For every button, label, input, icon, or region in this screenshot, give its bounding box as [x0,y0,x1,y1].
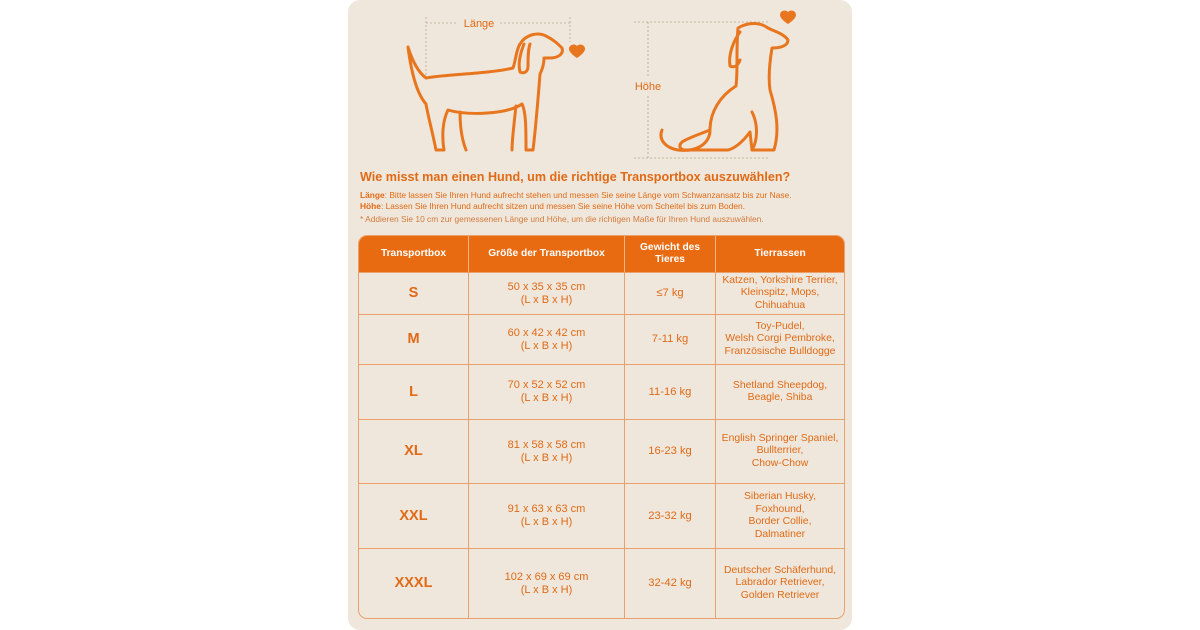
box-dimensions: 102 x 69 x 69 cm (L x B x H) [469,548,625,618]
breed-list: English Springer Spaniel, Bullterrier, Chow-Chow [716,419,844,483]
table-row [359,548,844,618]
box-dimensions: 50 x 35 x 35 cm (L x B x H) [469,272,625,314]
animal-weight: 32-42 kg [625,548,716,618]
length-dimension [426,17,570,78]
box-dimensions: 81 x 58 x 58 cm (L x B x H) [469,419,625,483]
height-instruction: Höhe: Lassen Sie Ihren Hund aufrecht sitzen und messen Sie seine Höhe vom Scheitel bis zum Boden. [360,201,745,211]
breed-list: Siberian Husky, Foxhound, Border Collie, Dalmatiner [716,483,844,548]
measurement-tip: * Addieren Sie 10 cm zur gemessenen Länge und Höhe, um die richtigen Maße für Ihren Hund auszuwählen. [360,214,764,224]
table-row [359,483,844,548]
box-size: S [359,272,469,314]
box-size: XXXL [359,548,469,618]
box-size: M [359,314,469,364]
breed-list: Shetland Sheepdog, Beagle, Shiba [716,364,844,419]
table-row [359,272,844,314]
column-header: Transportbox [359,236,469,272]
page-title: Wie misst man einen Hund, um die richtige Transportbox auszuwählen? [360,170,791,184]
table-row [359,364,844,419]
length-instruction: Länge: Bitte lassen Sie Ihren Hund aufrecht stehen und messen Sie seine Länge vom Schwanzansatz bis zur Nase. [360,190,792,200]
table-header-row [359,236,844,272]
breed-list: Katzen, Yorkshire Terrier, Kleinspitz, Mops, Chihuahua [716,272,844,314]
measurement-illustration [348,0,852,170]
sitting-dog-icon [661,24,788,151]
box-dimensions: 91 x 63 x 63 cm (L x B x H) [469,483,625,548]
column-header: Größe der Transportbox [469,236,625,272]
box-dimensions: 60 x 42 x 42 cm (L x B x H) [469,314,625,364]
length-label: Länge [463,18,495,30]
animal-weight: 7-11 kg [625,314,716,364]
column-header: Gewicht des Tieres [625,236,716,272]
heart-icon [780,11,796,24]
box-size: L [359,364,469,419]
breed-list: Toy-Pudel, Welsh Corgi Pembroke, Französische Bulldogge [716,314,844,364]
box-dimensions: 70 x 52 x 52 cm (L x B x H) [469,364,625,419]
height-label: Höhe [634,81,662,93]
box-size: XL [359,419,469,483]
breed-list: Deutscher Schäferhund, Labrador Retriever, Golden Retriever [716,548,844,618]
table-row [359,419,844,483]
size-table [358,235,845,619]
heart-icon [569,45,585,58]
size-guide-panel [348,0,852,630]
animal-weight: 11-16 kg [625,364,716,419]
animal-weight: 16-23 kg [625,419,716,483]
animal-weight: 23-32 kg [625,483,716,548]
box-size: XXL [359,483,469,548]
column-header: Tierrassen [716,236,844,272]
table-row [359,314,844,364]
animal-weight: ≤7 kg [625,272,716,314]
standing-dog-icon [408,34,562,150]
